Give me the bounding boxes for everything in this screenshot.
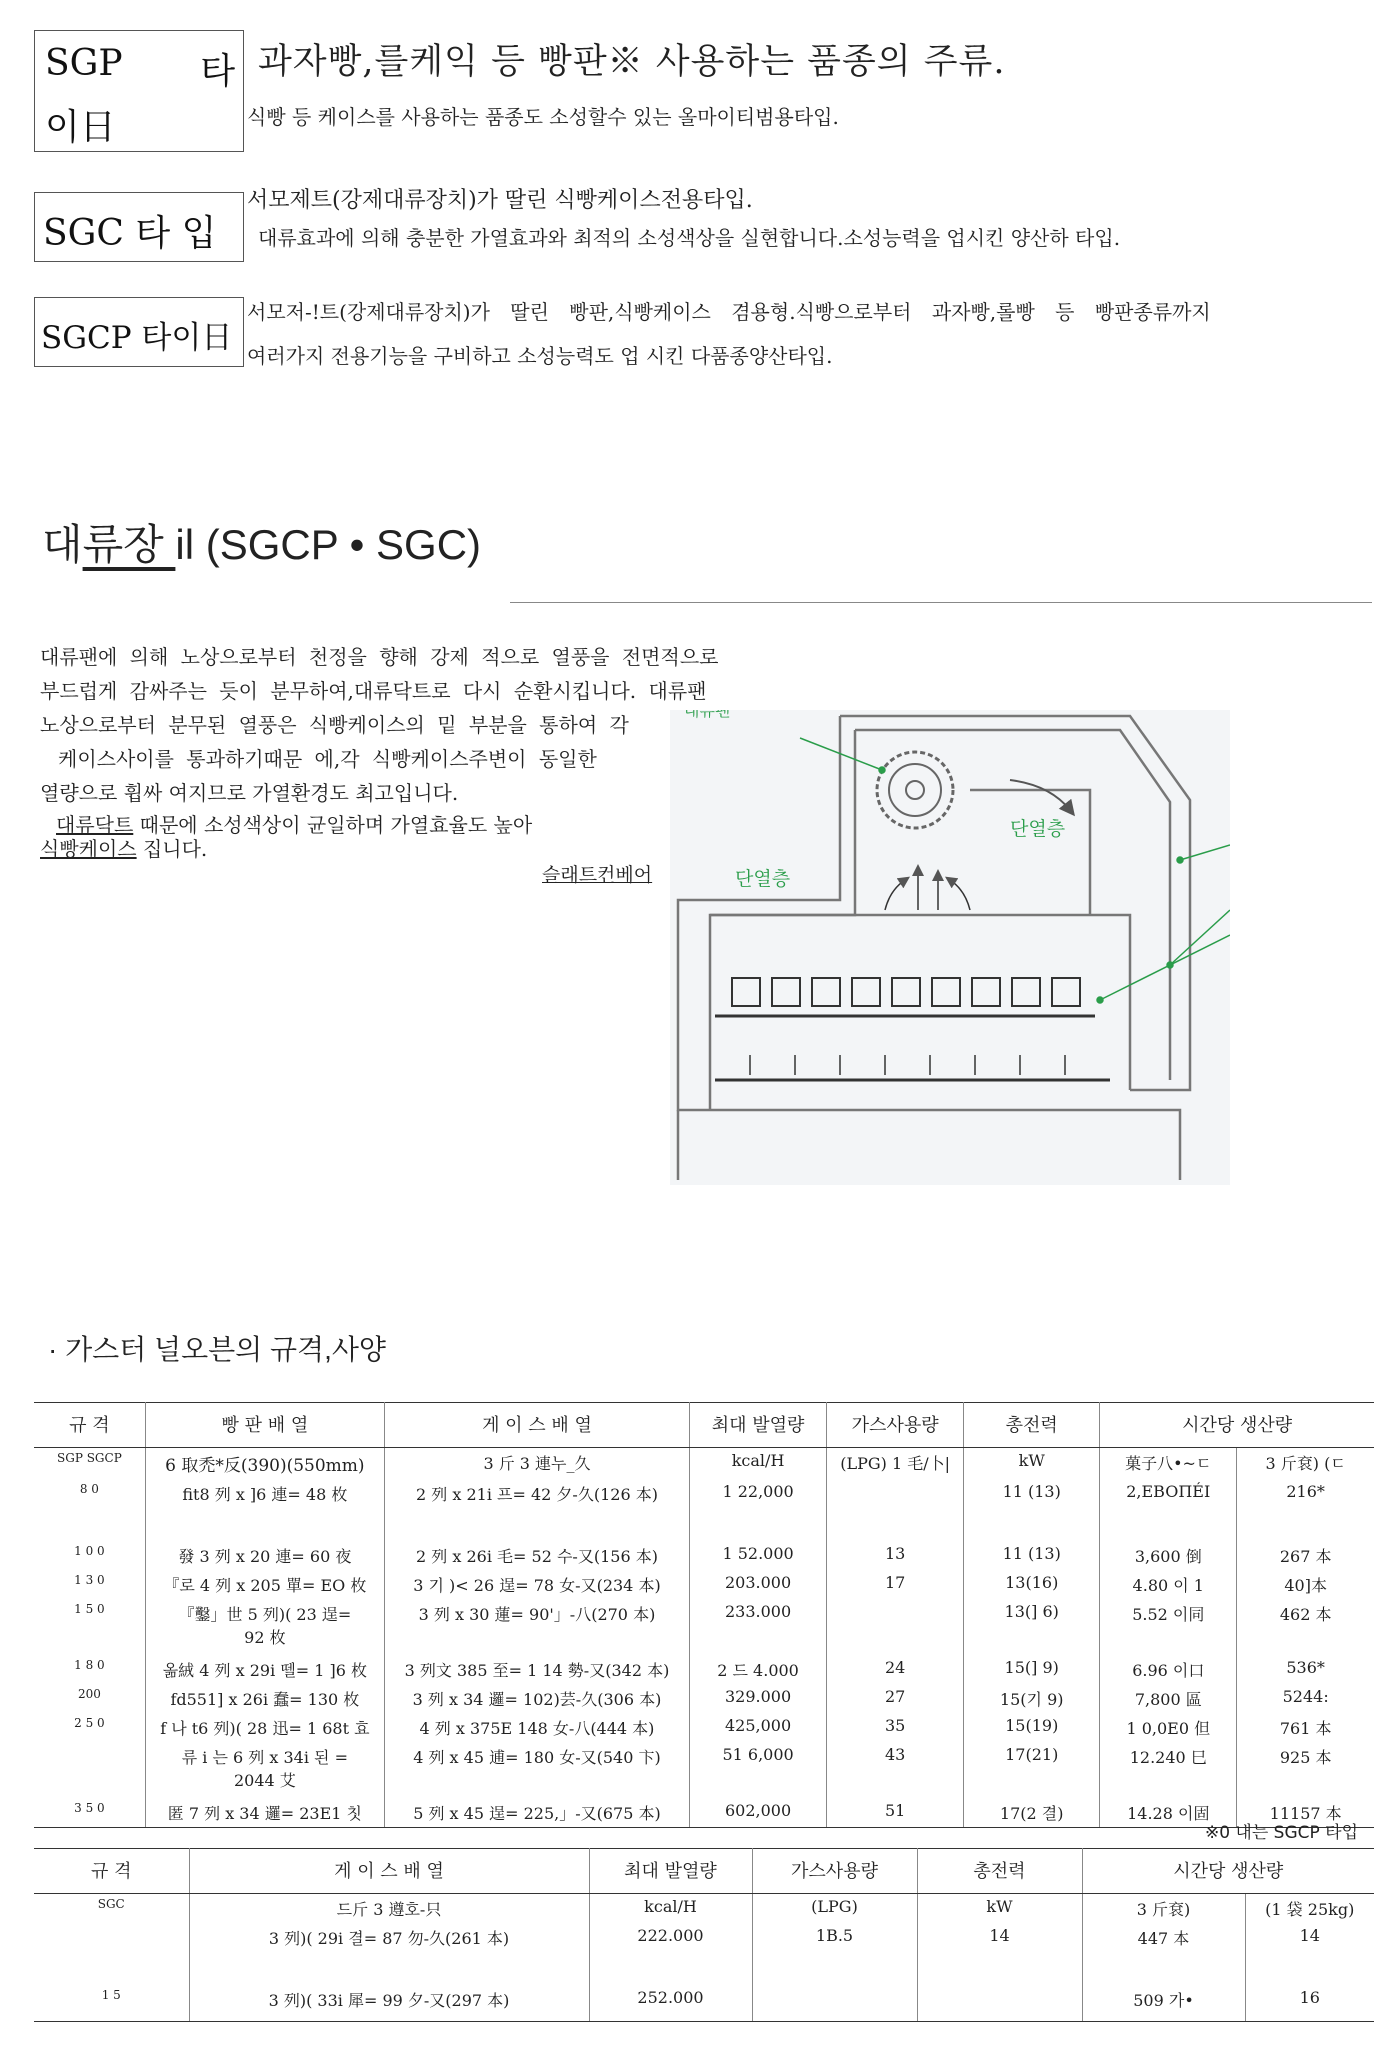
unit-cell: 6 取禿*反(390)(550mm) bbox=[145, 1448, 384, 1480]
table-cell: 602,000 bbox=[690, 1798, 827, 1828]
table-cell: 43 bbox=[827, 1742, 964, 1798]
table-cell: 761 本 bbox=[1237, 1713, 1374, 1742]
th2-spec: 규 격 bbox=[34, 1849, 189, 1894]
unit-cell: 드斤 3 遵호-只 bbox=[189, 1894, 589, 1924]
table-cell: 2,EBOПÉI bbox=[1100, 1479, 1237, 1541]
table-cell bbox=[752, 1985, 917, 2022]
table-cell: 536* bbox=[1237, 1655, 1374, 1684]
table-cell: 5244: bbox=[1237, 1684, 1374, 1713]
table-cell: 509 가• bbox=[1082, 1985, 1245, 2022]
table-cell: 425,000 bbox=[690, 1713, 827, 1742]
fan-label: 대류팬 bbox=[684, 710, 731, 720]
title-part-c: il (SGCP • SGC) bbox=[175, 521, 482, 568]
sgcp-type-box bbox=[34, 297, 244, 367]
table-cell: 40]本 bbox=[1237, 1570, 1374, 1599]
table-cell: 222.000 bbox=[589, 1923, 752, 1985]
table-cell: 3 列 x 30 蓮= 90'」-八(270 本) bbox=[384, 1599, 689, 1655]
table-row bbox=[34, 1684, 1374, 1713]
th-case: 게 이 스 배 열 bbox=[384, 1403, 689, 1448]
sgc-description-2: 대류효과에 의해 충분한 가열효과와 최적의 소성색상을 실현합니다.소성능력을 업시킨 양산하 타입. bbox=[258, 226, 1121, 250]
table-cell: 『鑿」世 5 列)( 23 逞= 92 枚 bbox=[145, 1599, 384, 1655]
table-cell: 11 (13) bbox=[964, 1479, 1100, 1541]
para-line-7 bbox=[40, 832, 207, 866]
table-row bbox=[34, 1479, 1374, 1541]
table-cell: 1 0,0E0 但 bbox=[1100, 1713, 1237, 1742]
table-cell: 6.96 이口 bbox=[1100, 1655, 1237, 1684]
table-cell: 267 本 bbox=[1237, 1541, 1374, 1570]
table-cell: 옮絨 4 列 x 29i 뗄= 1 ]6 枚 bbox=[145, 1655, 384, 1684]
table-row bbox=[34, 1570, 1374, 1599]
spec-table-sgp-sgcp bbox=[34, 1402, 1374, 1828]
th-tray: 빵 판 배 열 bbox=[145, 1403, 384, 1448]
table-cell: fit8 列 x ]6 連= 48 枚 bbox=[145, 1479, 384, 1541]
table-row bbox=[34, 1713, 1374, 1742]
duct-link-text: 대류닥트 bbox=[56, 813, 134, 837]
table-cell: 13(16) bbox=[964, 1570, 1100, 1599]
table-cell: 2 列 x 21i 프= 42 夕-久(126 本) bbox=[384, 1479, 689, 1541]
table-row bbox=[34, 1742, 1374, 1798]
table-cell: 14.28 이固 bbox=[1100, 1798, 1237, 1828]
table-cell: 류 i 는 6 列 x 34i 된 = 2044 艾 bbox=[145, 1742, 384, 1798]
table-cell: 1 8 0 bbox=[74, 1658, 105, 1672]
table-cell: 16 bbox=[1245, 1985, 1374, 2022]
table-cell: 3 列)( 29i 결= 87 勿-久(261 本) bbox=[189, 1923, 589, 1985]
table-cell bbox=[34, 1742, 145, 1798]
table-cell: 233.000 bbox=[690, 1599, 827, 1655]
units-row-2 bbox=[34, 1894, 1374, 1924]
section-divider bbox=[510, 602, 1372, 603]
table-cell: 1 22,000 bbox=[690, 1479, 827, 1541]
th2-gas: 가스사용량 bbox=[752, 1849, 917, 1894]
unit-cell: 菓子八•~ㄷ bbox=[1100, 1448, 1237, 1480]
table-cell: 12.240 巳 bbox=[1100, 1742, 1237, 1798]
sgcp-description-1: 서모저-!트(강제대류장치)가 딸린 빵판,식빵케이스 겸용형.식빵으로부터 과자빵,롤빵 등 빵판종류까지 bbox=[247, 300, 1211, 324]
th2-power: 총전력 bbox=[917, 1849, 1082, 1894]
table-cell: 24 bbox=[827, 1655, 964, 1684]
table-cell: 2 5 0 bbox=[74, 1716, 105, 1730]
table-cell: 200 bbox=[77, 1687, 101, 1701]
unit-cell: kW bbox=[917, 1894, 1082, 1924]
table-cell: 4.80 이 1 bbox=[1100, 1570, 1237, 1599]
table-cell: 14 bbox=[1245, 1923, 1374, 1985]
bread-case-row bbox=[715, 978, 1110, 1080]
th-power: 총전력 bbox=[964, 1403, 1100, 1448]
para-line-6-rest: 때문에 소성색상이 균일하며 가열효율도 높아 bbox=[133, 813, 533, 837]
table-cell: 1 3 0 bbox=[74, 1573, 105, 1587]
th-output: 시간당 생산량 bbox=[1100, 1403, 1374, 1448]
sgc-description-1: 서모제트(강제대류장치)가 딸린 식빵케이스전용타입. bbox=[247, 188, 753, 213]
table-cell: 8 0 bbox=[79, 1482, 99, 1496]
para-line-7-rest: 집니다. bbox=[136, 837, 208, 861]
th-heat: 최대 발열량 bbox=[690, 1403, 827, 1448]
table-cell: 1 52.000 bbox=[690, 1541, 827, 1570]
table-cell bbox=[827, 1599, 964, 1655]
table-cell: 13(] 6) bbox=[964, 1599, 1100, 1655]
slat-conveyor-caption: 슬래트컨베어 bbox=[542, 864, 653, 886]
case-link-text: 식빵케이스 bbox=[40, 837, 137, 861]
table-cell: 17(21) bbox=[964, 1742, 1100, 1798]
sgcp-description-2: 여러가지 전용기능을 구비하고 소성능력도 업 시킨 다품종양산타입. bbox=[247, 344, 833, 368]
table-cell: 『로 4 列 x 205 單= EO 枚 bbox=[145, 1570, 384, 1599]
unit-cell: 3 斤袞) (ㄷ bbox=[1237, 1448, 1374, 1480]
table-cell: 11157 本 bbox=[1237, 1798, 1374, 1828]
table-row bbox=[34, 1985, 1374, 2022]
para-line-1: 대류팬에 의해 노상으로부터 천정을 향해 강제 적으로 열풍을 전면적으로 bbox=[40, 645, 719, 669]
table-cell: 15(기 9) bbox=[964, 1684, 1100, 1713]
table-cell: f 나 t6 列)( 28 迅= 1 68t 효 bbox=[145, 1713, 384, 1742]
table-cell: 1B.5 bbox=[752, 1923, 917, 1985]
table-cell: 51 bbox=[827, 1798, 964, 1828]
convection-diagram bbox=[670, 710, 1230, 1185]
oven-diagram-svg bbox=[670, 710, 1230, 1185]
table-cell: 35 bbox=[827, 1713, 964, 1742]
table-cell: 15(19) bbox=[964, 1713, 1100, 1742]
unit-cell: kcal/H bbox=[690, 1448, 827, 1480]
sgcp-note: ※0 내는 SGCP 타입 bbox=[1204, 1823, 1358, 1843]
table-cell: 27 bbox=[827, 1684, 964, 1713]
table-cell: 203.000 bbox=[690, 1570, 827, 1599]
th-spec: 규 격 bbox=[34, 1403, 145, 1448]
table-cell: 216* bbox=[1237, 1479, 1374, 1541]
th2-heat: 최대 발열량 bbox=[589, 1849, 752, 1894]
unit-cell: kcal/H bbox=[589, 1894, 752, 1924]
table-cell: 1 0 0 bbox=[74, 1544, 105, 1558]
table-cell: 17 bbox=[827, 1570, 964, 1599]
table-cell: 1 5 bbox=[34, 1985, 189, 2022]
sgp-type-code: SGP bbox=[45, 43, 123, 84]
table-cell: 3,600 倒 bbox=[1100, 1541, 1237, 1570]
unit-cell: (1 袋 25kg) bbox=[1245, 1894, 1374, 1924]
table-cell: 51 6,000 bbox=[690, 1742, 827, 1798]
table-cell: 匿 7 列 x 34 邏= 23E1 칫 bbox=[145, 1798, 384, 1828]
th2-output: 시간당 생산량 bbox=[1082, 1849, 1374, 1894]
table-cell: 3 5 0 bbox=[34, 1798, 145, 1828]
title-part-a: 대 bbox=[42, 521, 83, 568]
table-cell: 1 5 0 bbox=[74, 1602, 105, 1616]
unit-cell: SGC bbox=[97, 1897, 125, 1911]
spec-section-title: · 가스터 널오븐의 규격,사양 bbox=[48, 1334, 386, 1365]
table-row bbox=[34, 1541, 1374, 1570]
table-cell: 3 列文 385 至= 1 14 勢-又(342 本) bbox=[384, 1655, 689, 1684]
th2-case: 게 이 스 배 열 bbox=[189, 1849, 589, 1894]
para-line-5: 열량으로 휩싸 여지므로 가열환경도 최고입니다. bbox=[40, 781, 459, 805]
table-cell: 13 bbox=[827, 1541, 964, 1570]
table-cell bbox=[827, 1479, 964, 1541]
unit-cell: kW bbox=[964, 1448, 1100, 1480]
table-cell: 17(2 결) bbox=[964, 1798, 1100, 1828]
table-cell bbox=[34, 1923, 189, 1985]
table-cell: 4 列 x 375E 148 女-八(444 本) bbox=[384, 1713, 689, 1742]
insulation-label-left: 단열층 bbox=[735, 868, 791, 890]
table-cell: 252.000 bbox=[589, 1985, 752, 2022]
unit-cell: 3 斤袞) bbox=[1082, 1894, 1245, 1924]
sgp-type-suffix: 타 bbox=[200, 51, 235, 92]
sgc-type-label: SGC 타 입 bbox=[43, 213, 217, 254]
table-cell: 7,800 區 bbox=[1100, 1684, 1237, 1713]
table-cell: 4 列 x 45 逋= 180 女-又(540 卞) bbox=[384, 1742, 689, 1798]
para-line-3: 노상으로부터 분무된 열풍은 식빵케이스의 밑 부분을 통하여 각 bbox=[40, 713, 629, 737]
table-cell: 3 列)( 33i 犀= 99 夕-又(297 本) bbox=[189, 1985, 589, 2022]
insulation-label-top: 단열층 bbox=[1010, 818, 1066, 840]
table-row bbox=[34, 1655, 1374, 1684]
table-cell: 14 bbox=[917, 1923, 1082, 1985]
table-cell: 2 드 4.000 bbox=[690, 1655, 827, 1684]
sgp-type-label-bottom: 이日 bbox=[45, 107, 116, 148]
para-line-2: 부드럽게 감싸주는 듯이 분무하여,대류닥트로 다시 순환시킵니다. 대류팬 bbox=[40, 679, 707, 703]
sgp-type-box bbox=[34, 30, 244, 152]
table-cell: 3 기 )< 26 逞= 78 女-又(234 本) bbox=[384, 1570, 689, 1599]
table-cell: 329.000 bbox=[690, 1684, 827, 1713]
table-cell: 5.52 이同 bbox=[1100, 1599, 1237, 1655]
table-cell: fd551] x 26i 蠢= 130 枚 bbox=[145, 1684, 384, 1713]
sgc-type-box bbox=[34, 192, 244, 262]
sgp-type-label-top bbox=[45, 43, 235, 94]
table-cell: 2 列 x 26i 毛= 52 수-又(156 本) bbox=[384, 1541, 689, 1570]
sgcp-type-label: SGCP 타이日 bbox=[41, 320, 233, 356]
table-cell: 11 (13) bbox=[964, 1541, 1100, 1570]
table-cell bbox=[917, 1985, 1082, 2022]
unit-cell: (LPG) 1 毛/卜| bbox=[827, 1448, 964, 1480]
table-cell: 925 本 bbox=[1237, 1742, 1374, 1798]
table-cell: 462 本 bbox=[1237, 1599, 1374, 1655]
table-row bbox=[34, 1798, 1374, 1828]
para-line-4: 케이스사이를 통과하기때문 에,각 식빵케이스주변이 동일한 bbox=[58, 747, 597, 771]
unit-cell: 3 斤 3 連누_久 bbox=[384, 1448, 689, 1480]
unit-cell: SGP SGCP bbox=[57, 1451, 122, 1465]
table-cell: 5 列 x 45 逞= 225,」-又(675 本) bbox=[384, 1798, 689, 1828]
units-row bbox=[34, 1448, 1374, 1480]
spec-table-sgc bbox=[34, 1848, 1374, 2022]
table-cell: 3 列 x 34 邏= 102)芸-久(306 本) bbox=[384, 1684, 689, 1713]
th-gas: 가스사용량 bbox=[827, 1403, 964, 1448]
convection-section-title bbox=[42, 512, 481, 572]
table-row bbox=[34, 1923, 1374, 1985]
title-part-b: 류장 bbox=[82, 521, 176, 568]
unit-cell: (LPG) bbox=[752, 1894, 917, 1924]
table-row bbox=[34, 1599, 1374, 1655]
sgp-description: 식빵 등 케이스를 사용하는 품종도 소성할수 있는 올마이티범용타입. bbox=[247, 105, 839, 129]
table-cell: 447 本 bbox=[1082, 1923, 1245, 1985]
table-cell: 15(] 9) bbox=[964, 1655, 1100, 1684]
sgp-heading: 과자빵,를케익 등 빵판※ 사용하는 품종의 주류. bbox=[258, 42, 1006, 82]
table-cell: 發 3 列 x 20 連= 60 夜 bbox=[145, 1541, 384, 1570]
